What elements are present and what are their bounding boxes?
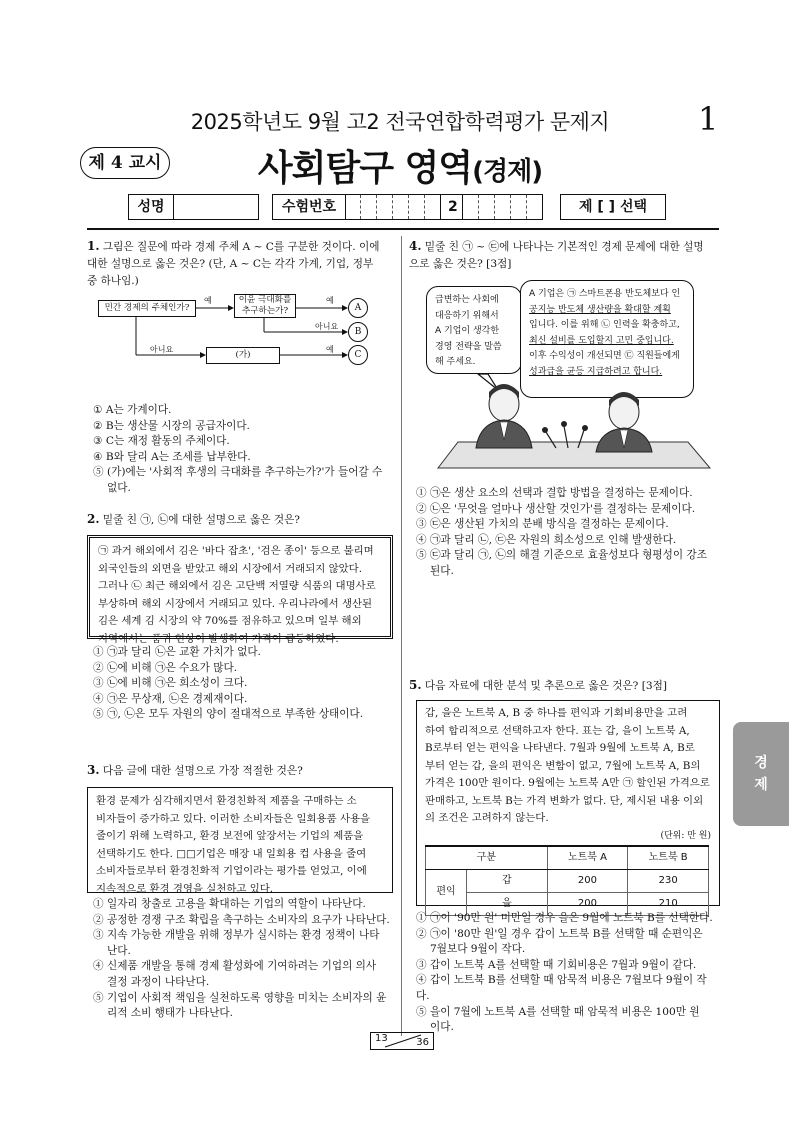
node-a: A (348, 298, 368, 318)
flow-question-2 (234, 294, 296, 318)
q2-option-4[interactable]: ④ ㉠은 무상재, ㉡은 경제재이다. (93, 692, 248, 705)
flow-question-2-line: 이윤 극대화를 (238, 295, 292, 305)
current-page: 13 (375, 1033, 388, 1044)
q3-option-3-cont: 난다. (107, 944, 131, 957)
flow-question-2-line: 추구하는가? (241, 306, 289, 316)
q4-option-1[interactable]: ① ㉠은 생산 요소의 선택과 결합 방법을 결정하는 문제이다. (416, 487, 693, 499)
bubble-line: 경영 전략을 말씀 (435, 341, 502, 352)
q2-option-1[interactable]: ① ㉠과 달리 ㉡은 교환 가치가 없다. (93, 646, 261, 658)
question-2 (87, 511, 395, 529)
q3-passage-line: 선택하기도 한다. □□기업은 매장 내 일회용 컵 사용을 줄여 (96, 847, 367, 860)
subject-side-tab (733, 722, 789, 826)
q3-option-3[interactable]: ③ 지속 가능한 개발을 위해 정부가 실시하는 환경 정책이 나타 (93, 929, 380, 942)
q2-passage-line: ㉠ 과거 해외에서 김은 '바다 잡초', '검은 종이' 등으로 불리며 (98, 545, 374, 557)
question-3 (87, 762, 395, 780)
q3-passage-line: 비자들이 증가하고 있다. 이러한 소비자들은 일회용품 사용을 (96, 812, 371, 825)
q3-option-4[interactable]: ④ 신제품 개발을 통해 경제 활성화에 기여하려는 기업의 의사 (93, 960, 377, 973)
q1-option-3[interactable]: ③ C는 재정 활동의 주체이다. (93, 435, 230, 448)
q2-option-3[interactable]: ③ ㉡에 비해 ㉠은 희소성이 크다. (93, 677, 248, 690)
column-divider (401, 236, 402, 1036)
q2-options (93, 645, 393, 723)
bubble-line: 대응하기 위해서 (435, 310, 499, 321)
exam-title: 2025학년도 9월 고2 전국연합학력평가 문제지 (190, 110, 610, 134)
q3-option-1[interactable]: ① 일자리 창출로 고용을 확대하는 기업의 역할이 나타난다. (93, 898, 366, 910)
flow-question-3: (가) (206, 347, 280, 364)
question-1 (87, 238, 395, 290)
bubble-line: A 기업이 생각한 (435, 326, 500, 336)
q3-number: 3. (87, 763, 100, 777)
q3-passage-box (87, 787, 393, 893)
total-pages: 36 (416, 1037, 429, 1048)
exam-number-label: 수험번호 (272, 194, 346, 220)
q3-stem: 다음 글에 대한 설명으로 가장 적절한 것은? (102, 765, 303, 777)
q5-option-4[interactable]: ④ 갑이 노트북 B를 선택할 때 암묵적 비용은 7월보다 9월이 작다. (416, 974, 707, 1002)
q2-passage-box (87, 535, 393, 645)
table-cell: 을 (467, 892, 548, 915)
node-c: C (348, 345, 368, 365)
table-cell: 210 (628, 892, 709, 915)
table-cell: 200 (547, 869, 628, 892)
q5-option-2[interactable]: ② ㉠이 '80만 원'일 경우 갑이 노트북 B를 선택할 때 순편익은 (416, 927, 703, 940)
q2-passage-line: 김은 세계 김 시장의 약 70%를 점유하고 있으며 일부 해외 (98, 615, 362, 627)
bubble-line: 해 주세요. (435, 357, 476, 367)
q1-flowchart (96, 290, 386, 370)
q5-option-5[interactable]: ⑤ 을이 7월에 노트북 A를 선택할 때 암묵적 비용은 100만 원 (416, 1005, 700, 1018)
q5-option-1[interactable]: ① ㉠이 '90만 원' 미만일 경우 을은 9월에 노트북 B를 선택한다. (416, 912, 713, 924)
q5-passage-box (416, 700, 720, 909)
q5-options (416, 911, 720, 1036)
page-indicator (370, 1032, 434, 1050)
flow-question-1: 민간 경제의 주체인가? (98, 300, 196, 317)
q2-passage-line: 부상하며 해외 시장에서 거래되고 있다. 우리나라에서 생산된 (98, 597, 373, 610)
flow-no-label: 아니요 (315, 322, 339, 331)
q5-passage-line: 하여 합리적으로 선택하고자 한다. 표는 갑, 을이 노트북 A, (425, 724, 690, 737)
bubble-line: 최신 설비를 도입할지 고민 중입니다. (529, 335, 674, 346)
q5-option-2-cont: 7월보다 9월이 작다. (430, 943, 526, 956)
name-field[interactable] (172, 194, 259, 220)
q2-option-5[interactable]: ⑤ ㉠, ㉡은 모두 자원의 양이 절대적으로 부족한 상태이다. (93, 708, 364, 721)
q1-stem-line: 대한 설명으로 옳은 것은? (단, A ~ C는 각각 가계, 기업, 정부 (87, 258, 374, 270)
q1-option-2[interactable]: ② B는 생산물 시장의 공급자이다. (93, 419, 250, 432)
q5-passage-line: 부터 얻는 갑, 을의 편익은 변함이 없고, 7월에 노트북 A, B의 (425, 759, 701, 772)
q1-stem-line: 그림은 질문에 따라 경제 주체 A ~ C를 구분한 것이다. 이에 (102, 241, 380, 253)
bubble-line: 급변하는 사회에 (435, 295, 499, 305)
q1-option-4[interactable]: ④ B와 달리 A는 조세를 납부한다. (93, 450, 251, 463)
q3-option-4-cont: 결정 과정이 나타난다. (107, 975, 210, 988)
selection-field[interactable]: 제 [ ] 선택 (560, 194, 666, 220)
flow-no-label: 아니요 (150, 345, 174, 354)
q4-number: 4. (409, 239, 422, 253)
q2-option-2[interactable]: ② ㉡에 비해 ㉠은 수요가 많다. (93, 661, 238, 674)
question-4 (409, 238, 719, 273)
bubble-line: A 기업은 ㉠ 스마트폰용 반도체보다 인 (529, 289, 681, 299)
table-header: 노트북 B (628, 846, 709, 870)
q1-option-1[interactable]: ① A는 가계이다. (93, 404, 172, 416)
name-label: 성명 (128, 194, 174, 220)
flow-yes-label: 예 (326, 345, 334, 354)
q1-number: 1. (87, 239, 100, 253)
q5-passage-line: 가격은 100만 원이다. 9월에는 노트북 A만 ㉠ 할인된 가격으로 (425, 777, 710, 789)
exam-number-field[interactable] (344, 194, 543, 220)
q2-number: 2. (87, 512, 100, 526)
side-tab-char: 경 (754, 755, 768, 771)
q4-option-2[interactable]: ② ㉡은 '무엇을 얼마나 생산할 것인가'를 결정하는 문제이다. (416, 502, 696, 515)
header-divider (87, 228, 719, 230)
q3-passage-line: 줄이기 위해 노력하고, 환경 보전에 앞장서는 기업의 제품을 (96, 830, 364, 842)
q5-passage-line: 의 조건은 고려하지 않는다. (425, 812, 549, 824)
q5-stem: 다음 자료에 대한 분석 및 추론으로 옳은 것은? [3점] (424, 680, 667, 692)
q4-options (416, 486, 720, 580)
q4-option-5[interactable]: ⑤ ㉢과 달리 ㉠, ㉡의 해결 기준으로 효율성보다 형평성이 강조 (416, 549, 707, 562)
q2-passage-line: 그러나 ㉡ 최근 해외에서 김은 고단백 저열량 식품의 대명사로 (98, 580, 376, 592)
q3-passage-line: 소비자들로부터 환경친화적 기업이라는 평가를 얻었고, 이에 (96, 865, 367, 877)
q4-option-3[interactable]: ③ ㉢은 생산된 가치의 분배 방식을 결정하는 문제이다. (416, 518, 669, 531)
q2-passage-line: 지역에서는 품귀 현상이 발생하여 가격이 급등하였다. (98, 632, 339, 645)
subject-sub: (경제) (472, 157, 543, 187)
q3-passage-line: 지속적으로 환경 경영을 실천하고 있다. (96, 882, 274, 895)
period-badge: 제 4 교시 (80, 147, 170, 179)
q4-option-5-cont: 된다. (430, 564, 454, 577)
q1-stem-line: 중 하나임.) (87, 275, 139, 287)
interview-illustration (418, 280, 714, 480)
q3-passage-line: 환경 문제가 심각해지면서 환경친화적 제품을 구매하는 소 (96, 795, 357, 807)
table-cell: 230 (628, 869, 709, 892)
q4-option-4[interactable]: ④ ㉠과 달리 ㉡, ㉢은 자원의 희소성으로 인해 발생한다. (416, 533, 677, 546)
q1-option-5-cont: 없다. (107, 481, 131, 494)
bubble-line: 이후 수익성이 개선되면 ㉢ 직원들에게 (529, 351, 680, 361)
q3-option-2[interactable]: ② 공정한 경쟁 구조 확립을 촉구하는 소비자의 요구가 나타난다. (93, 913, 390, 926)
q4-stem-line: 밑줄 친 ㉠ ~ ㉢에 나타나는 기본적인 경제 문제에 대한 설명 (424, 241, 704, 253)
side-tab-char: 제 (754, 777, 768, 793)
q5-number: 5. (409, 678, 422, 692)
bubble-line: 성과급을 균등 지급하려고 합니다. (529, 366, 663, 377)
q5-option-3[interactable]: ③ 갑이 노트북 A를 선택할 때 기회비용은 7월과 9월이 같다. (416, 958, 697, 971)
flow-yes-label: 예 (326, 296, 334, 305)
q5-passage-line: B로부터 얻는 편익을 나타낸다. 7월과 9월에 노트북 A, B로 (425, 742, 695, 754)
q1-option-5[interactable]: ⑤ (가)에는 '사회적 후생의 극대화를 추구하는가?'가 들어갈 수 (93, 466, 383, 479)
table-header: 구분 (426, 846, 548, 870)
bubble-line: 입니다. 이를 위해 ㉡ 인력을 확충하고, (529, 320, 680, 330)
q2-passage-line: 외국인들의 외면을 받았고 해외 시장에서 거래되지 않았다. (98, 562, 363, 575)
table-row (426, 869, 709, 892)
table-cell: 200 (547, 892, 628, 915)
exam-number-digit: 2 (448, 199, 458, 215)
q3-option-5[interactable]: ⑤ 기업이 사회적 책임을 실천하도록 영향을 미치는 소비자의 윤 (93, 991, 387, 1004)
flow-yes-label: 예 (204, 296, 212, 305)
q3-options (93, 897, 393, 1022)
subject-main: 사회탐구 영역 (257, 148, 473, 189)
q3-option-5-cont: 리적 소비 행태가 나타난다. (107, 1007, 234, 1020)
q5-passage-line: 판매하고, 노트북 B는 가격 변화가 없다. 단, 제시된 내용 이외 (425, 794, 704, 807)
question-5 (409, 677, 719, 695)
table-cell: 편익 (426, 869, 467, 915)
q1-options (93, 403, 393, 497)
q5-unit: (단위: 만 원) (660, 830, 711, 841)
q5-option-5-cont: 이다. (430, 1021, 454, 1034)
subject-title (0, 140, 800, 191)
q4-illustration (418, 280, 714, 480)
q2-stem: 밑줄 친 ㉠, ㉡에 대한 설명으로 옳은 것은? (102, 514, 300, 526)
table-cell: 갑 (467, 869, 548, 892)
table-header: 노트북 A (547, 846, 628, 870)
q5-passage-line: 갑, 을은 노트북 A, B 중 하나를 편익과 기회비용만을 고려 (425, 707, 688, 719)
q4-stem-line: 으로 옳은 것은? [3점] (409, 258, 512, 270)
page-number: 1 (698, 100, 719, 138)
q5-benefit-table (425, 845, 709, 916)
node-b: B (348, 322, 368, 342)
bubble-line: 공지능 반도체 생산량을 확대할 계획 (529, 304, 671, 315)
